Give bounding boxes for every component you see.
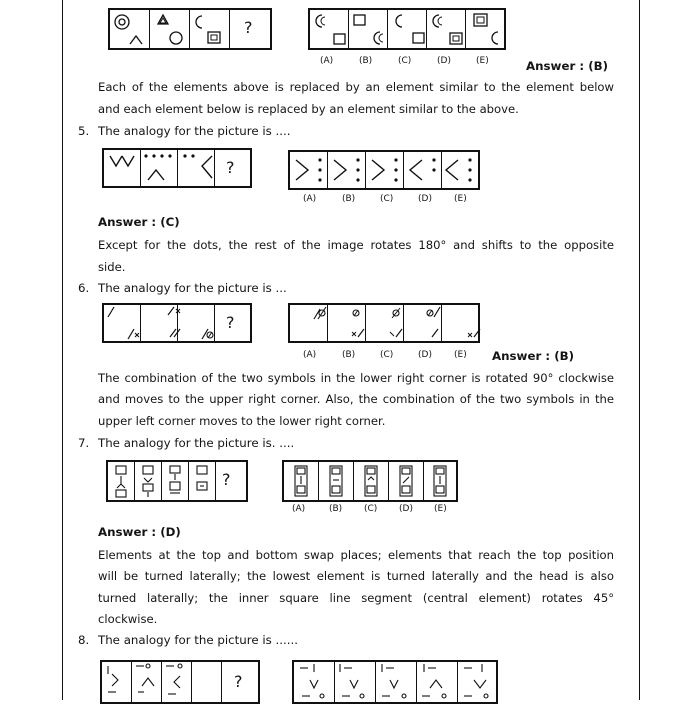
- q6-label-d: (D): [418, 350, 432, 360]
- q7-explanation-line-1: Elements at the top and bottom swap places; elements that reach the top position: [98, 548, 614, 562]
- q7-option-symbols: [284, 462, 456, 500]
- q6-explanation-line-2: and moves to the upper right corner. Also, the combination of the two symbols in the: [98, 392, 614, 406]
- q6-question-mark: ?: [226, 313, 235, 332]
- q5-option-symbols: [290, 152, 478, 188]
- q8-option-symbols: [294, 662, 496, 702]
- q5-explanation-line-1: Except for the dots, the rest of the image rotates 180° and shifts to the opposite: [98, 238, 614, 252]
- q7-answer: Answer : (D): [98, 525, 181, 539]
- q8-question-figure: [100, 660, 260, 704]
- q7-number: 7.: [78, 436, 90, 450]
- q6-option-labels: [288, 350, 480, 360]
- q5-options-figure: [288, 150, 480, 190]
- q5-label-a: (A): [303, 194, 317, 204]
- q5-label-e: (E): [454, 194, 467, 204]
- q7-options-figure: [282, 460, 458, 502]
- q6-explanation-line-3: upper left corner moves to the lower right corner.: [98, 414, 386, 428]
- q4-question-mark: ?: [244, 18, 253, 37]
- q4-label-b: (B): [359, 56, 373, 66]
- q4-label-d: (D): [437, 56, 451, 66]
- q7-explanation-line-3: turned laterally; the inner square line segment (central element) rotates 45°: [98, 591, 614, 605]
- q4-option-labels: [308, 56, 506, 66]
- q6-label-c: (C): [380, 350, 394, 360]
- q6-answer: Answer : (B): [492, 349, 574, 363]
- q5-label-b: (B): [342, 194, 356, 204]
- q8-options-figure: [292, 660, 498, 704]
- q5-label-d: (D): [418, 194, 432, 204]
- q5-option-labels: [288, 194, 480, 204]
- q6-question-figure: [102, 303, 252, 343]
- q6-question: The analogy for the picture is ...: [98, 281, 287, 295]
- q8-question: The analogy for the picture is ......: [98, 633, 299, 647]
- q4-option-symbols: [310, 10, 504, 48]
- q7-explanation-line-4: clockwise.: [98, 612, 158, 626]
- q5-number: 5.: [78, 124, 90, 138]
- q6-label-e: (E): [454, 350, 467, 360]
- q7-label-b: (B): [329, 504, 343, 514]
- q7-label-e: (E): [434, 504, 447, 514]
- q6-options-figure: [288, 303, 480, 343]
- q8-number: 8.: [78, 633, 90, 647]
- q4-explanation-line-2: and each element below is replaced by an element similar to the above.: [98, 102, 519, 116]
- q7-explanation-line-2: will be turned laterally; the lowest element is turned laterally and the head is also: [98, 569, 614, 583]
- q8-question-mark: ?: [234, 672, 243, 691]
- q5-answer: Answer : (C): [98, 215, 180, 229]
- q4-answer: Answer : (B): [526, 59, 608, 73]
- q7-label-c: (C): [364, 504, 378, 514]
- q5-label-c: (C): [380, 194, 394, 204]
- q7-question-figure: [106, 460, 248, 502]
- q6-label-a: (A): [303, 350, 317, 360]
- q5-question-figure: [102, 148, 252, 188]
- q4-label-c: (C): [398, 56, 412, 66]
- q4-label-e: (E): [476, 56, 489, 66]
- q7-label-d: (D): [399, 504, 413, 514]
- q6-option-symbols: [290, 305, 478, 341]
- q4-explanation-line-1: Each of the elements above is replaced by an element similar to the element below: [98, 80, 614, 94]
- q4-options-figure: [308, 8, 506, 50]
- q4-label-a: (A): [320, 56, 334, 66]
- q7-label-a: (A): [292, 504, 306, 514]
- q5-explanation-line-2: side.: [98, 260, 126, 274]
- q7-option-labels: [282, 504, 458, 514]
- q6-label-b: (B): [342, 350, 356, 360]
- q5-question: The analogy for the picture is ....: [98, 124, 291, 138]
- q7-question-mark: ?: [222, 470, 231, 489]
- q5-question-mark: ?: [226, 158, 235, 177]
- q7-question: The analogy for the picture is. ....: [98, 436, 295, 450]
- q6-number: 6.: [78, 281, 90, 295]
- q6-explanation-line-1: The combination of the two symbols in the lower right corner is rotated 90° clockwise: [98, 371, 614, 385]
- q4-question-figure: [108, 8, 272, 50]
